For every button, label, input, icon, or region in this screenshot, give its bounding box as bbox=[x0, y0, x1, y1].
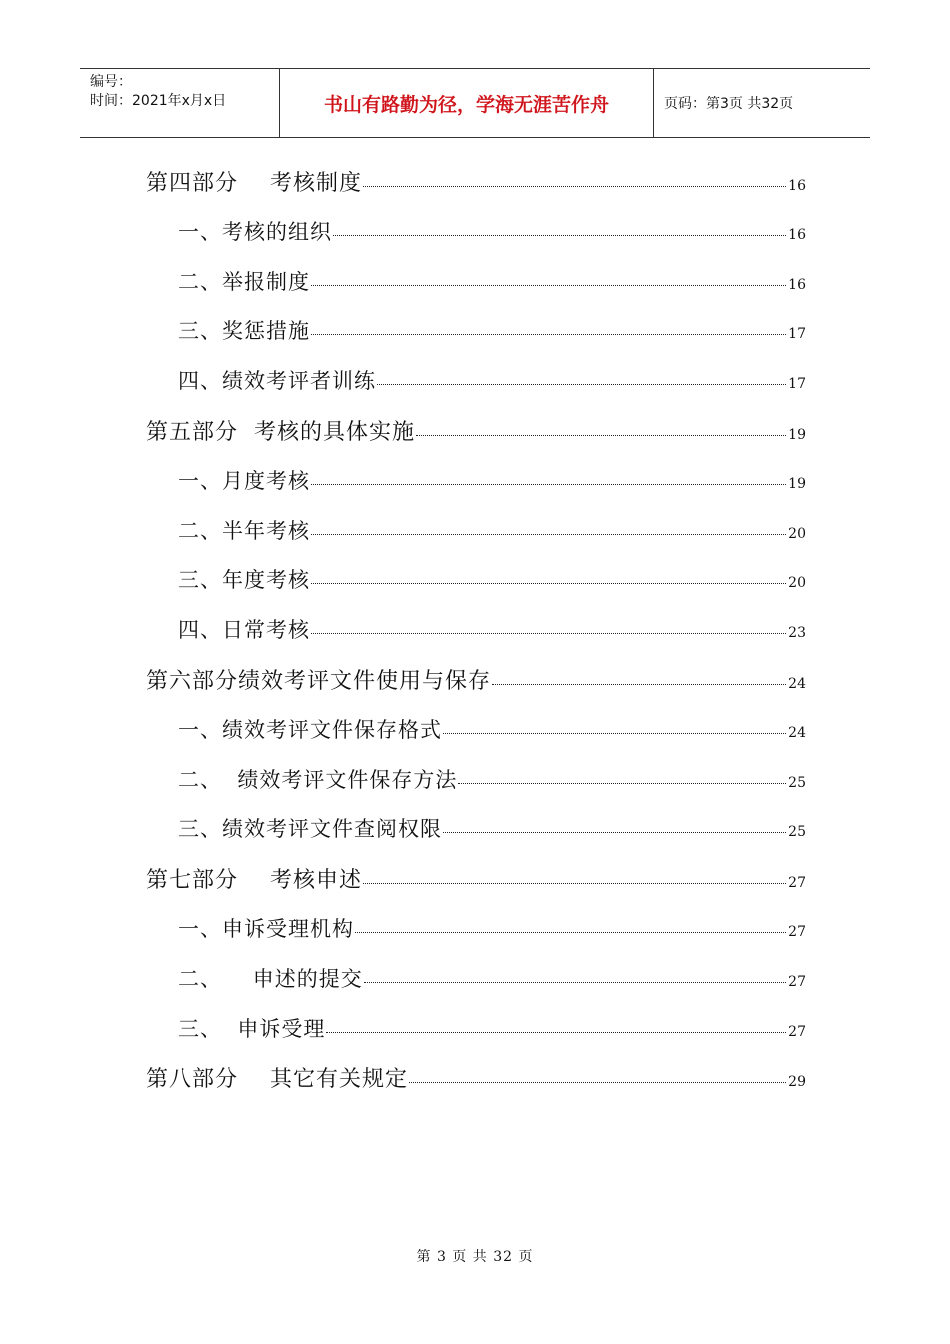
toc-entry-title: 第六部分绩效考评文件使用与保存 bbox=[146, 668, 492, 694]
toc-page-number: 27 bbox=[788, 875, 806, 892]
toc-page-number: 25 bbox=[788, 774, 806, 791]
toc-entry-title: 三、奖惩措施 bbox=[178, 319, 310, 344]
toc-dot-leader bbox=[326, 1032, 786, 1033]
header-meta bbox=[80, 69, 280, 137]
toc-page-number: 25 bbox=[788, 824, 806, 841]
toc-subsection-entry[interactable] bbox=[146, 309, 806, 359]
document-number-label: 编号： bbox=[90, 74, 132, 90]
toc-page-number: 19 bbox=[788, 426, 806, 443]
toc-dot-leader bbox=[311, 534, 786, 535]
toc-subsection-entry[interactable] bbox=[146, 509, 806, 559]
toc-page-number: 24 bbox=[788, 724, 806, 741]
toc-section-entry[interactable] bbox=[146, 1056, 806, 1106]
toc-page-number: 27 bbox=[788, 973, 806, 990]
toc-subsection-entry[interactable] bbox=[146, 957, 806, 1007]
toc-dot-leader bbox=[355, 932, 786, 933]
toc-subsection-entry[interactable] bbox=[146, 1007, 806, 1057]
page-footer: 第 3 页 共 32 页 bbox=[416, 1249, 534, 1265]
toc-entry-title: 二、举报制度 bbox=[178, 269, 310, 294]
toc-entry-title: 第五部分 考核的具体实施 bbox=[146, 419, 415, 445]
toc-dot-leader bbox=[311, 583, 786, 584]
table-of-contents bbox=[146, 160, 806, 1106]
toc-subsection-entry[interactable] bbox=[146, 807, 806, 857]
toc-subsection-entry[interactable] bbox=[146, 359, 806, 409]
toc-entry-title: 四、日常考核 bbox=[178, 618, 310, 643]
toc-dot-leader bbox=[416, 435, 786, 436]
toc-entry-title: 一、考核的组织 bbox=[178, 219, 332, 244]
toc-entry-title: 二、 申述的提交 bbox=[178, 966, 363, 991]
toc-section-entry[interactable] bbox=[146, 658, 806, 708]
toc-subsection-entry[interactable] bbox=[146, 708, 806, 758]
toc-subsection-entry[interactable] bbox=[146, 210, 806, 260]
toc-page-number: 16 bbox=[788, 276, 806, 293]
toc-entry-title: 二、 绩效考评文件保存方法 bbox=[178, 767, 458, 792]
toc-subsection-entry[interactable] bbox=[146, 758, 806, 808]
toc-page-number: 23 bbox=[788, 625, 806, 642]
toc-entry-title: 三、绩效考评文件查阅权限 bbox=[178, 817, 442, 842]
toc-entry-title: 第四部分 考核制度 bbox=[146, 171, 362, 196]
toc-dot-leader bbox=[377, 384, 786, 385]
toc-entry-title: 第八部分 其它有关规定 bbox=[146, 1067, 408, 1093]
toc-page-number: 24 bbox=[788, 675, 806, 692]
toc-dot-leader bbox=[443, 733, 786, 734]
header-page-info: 页码：第3页 共32页 bbox=[664, 96, 794, 112]
toc-section-entry[interactable] bbox=[146, 409, 806, 459]
toc-dot-leader bbox=[311, 285, 786, 286]
toc-subsection-entry[interactable] bbox=[146, 459, 806, 509]
toc-page-number: 19 bbox=[788, 475, 806, 492]
toc-subsection-entry[interactable] bbox=[146, 558, 806, 608]
toc-dot-leader bbox=[311, 484, 786, 485]
toc-dot-leader bbox=[364, 982, 786, 983]
toc-dot-leader bbox=[443, 832, 786, 833]
document-date: 时间：2021年x月x日 bbox=[90, 93, 227, 109]
toc-entry-title: 四、绩效考评者训练 bbox=[178, 369, 376, 394]
toc-page-number: 27 bbox=[788, 1023, 806, 1040]
toc-subsection-entry[interactable] bbox=[146, 260, 806, 310]
toc-page-number: 17 bbox=[788, 376, 806, 393]
toc-entry-title: 一、月度考核 bbox=[178, 468, 310, 493]
page-header bbox=[80, 68, 870, 138]
toc-dot-leader bbox=[363, 186, 786, 187]
toc-section-entry[interactable] bbox=[146, 160, 806, 210]
toc-entry-title: 三、 申诉受理 bbox=[178, 1016, 326, 1041]
toc-entry-title: 第七部分 考核申述 bbox=[146, 868, 362, 894]
toc-page-number: 29 bbox=[788, 1074, 806, 1091]
toc-dot-leader bbox=[458, 783, 786, 784]
toc-page-number: 16 bbox=[788, 226, 806, 243]
toc-page-number: 16 bbox=[788, 178, 806, 194]
toc-page-number: 27 bbox=[788, 923, 806, 940]
toc-dot-leader bbox=[333, 235, 786, 236]
toc-subsection-entry[interactable] bbox=[146, 907, 806, 957]
toc-dot-leader bbox=[409, 1082, 786, 1083]
toc-dot-leader bbox=[492, 684, 786, 685]
toc-page-number: 17 bbox=[788, 326, 806, 343]
toc-dot-leader bbox=[311, 334, 786, 335]
toc-page-number: 20 bbox=[788, 575, 806, 592]
toc-section-entry[interactable] bbox=[146, 857, 806, 907]
toc-page-number: 20 bbox=[788, 525, 806, 542]
toc-subsection-entry[interactable] bbox=[146, 608, 806, 658]
toc-entry-title: 二、半年考核 bbox=[178, 518, 310, 543]
toc-dot-leader bbox=[311, 633, 786, 634]
toc-dot-leader bbox=[363, 883, 786, 884]
toc-entry-title: 一、绩效考评文件保存格式 bbox=[178, 717, 442, 742]
toc-entry-title: 一、申诉受理机构 bbox=[178, 916, 354, 941]
header-motto: 书山有路勤为径，学海无涯苦作舟 bbox=[280, 69, 654, 137]
toc-entry-title: 三、年度考核 bbox=[178, 568, 310, 593]
